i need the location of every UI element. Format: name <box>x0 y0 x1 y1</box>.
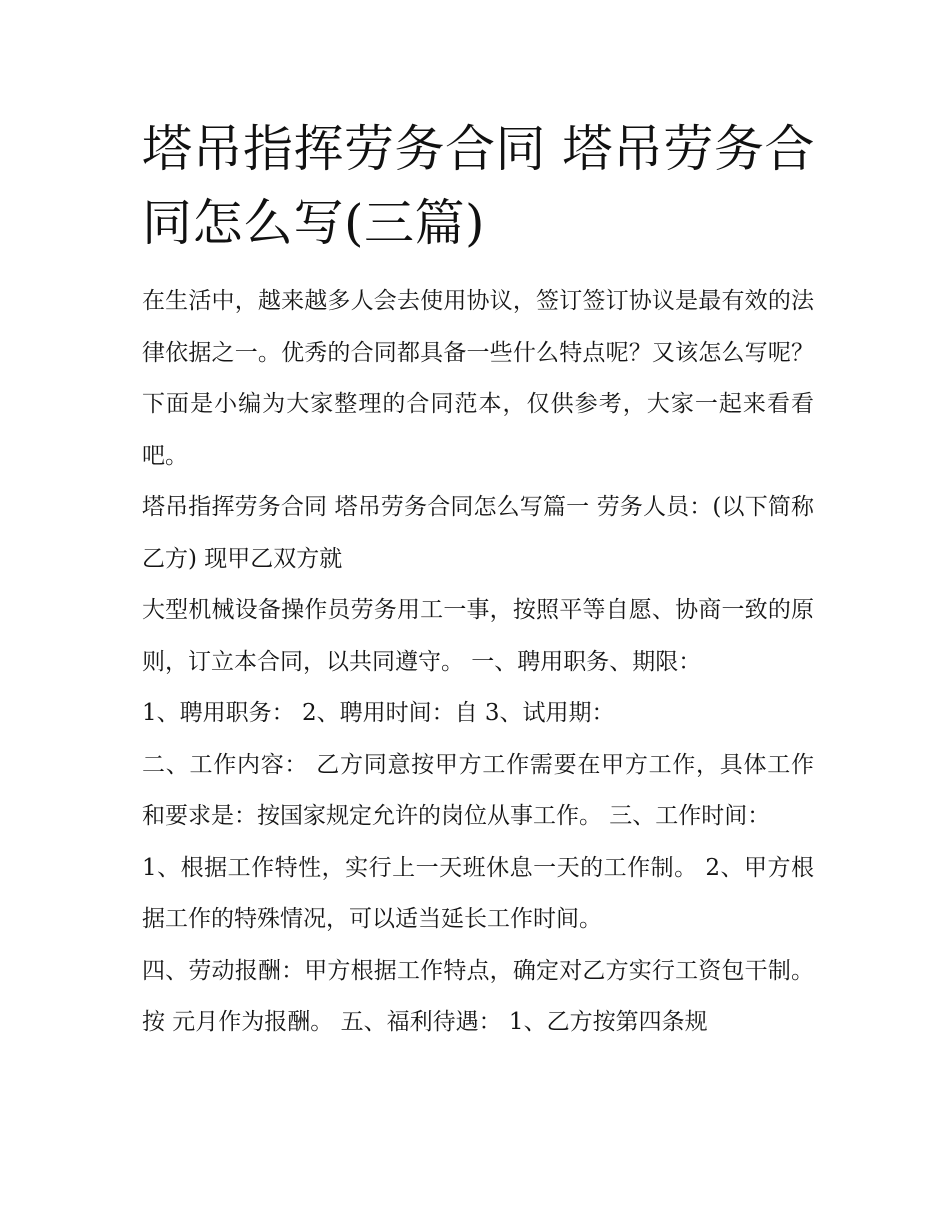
paragraph-contract-principle: 大型机械设备操作员劳务用工一事，按照平等自愿、协商一致的原则，订立本合同，以共同遵守。 一、聘用职务、期限： <box>142 597 814 675</box>
document-title: 塔吊指挥劳务合同 塔吊劳务合同怎么写(三篇) <box>142 120 815 252</box>
document-body <box>142 276 814 1049</box>
paragraph-work-schedule: 1、根据工作特性，实行上一天班休息一天的工作制。 2、甲方根据工作的特殊情况，可以适当延长工作时间。 <box>142 854 814 932</box>
paragraph-remuneration: 四、劳动报酬：甲方根据工作特点，确定对乙方实行工资包干制。按 元月作为报酬。 五、福利待遇： 1、乙方按第四条规 <box>142 957 814 1035</box>
paragraph-work-content: 二、工作内容： 乙方同意按甲方工作需要在甲方工作，具体工作和要求是：按国家规定允许的岗位从事工作。 三、工作时间： <box>142 751 814 829</box>
paragraph-intro: 在生活中，越来越多人会去使用协议，签订签订协议是最有效的法律依据之一。优秀的合同都具备一些什么特点呢？又该怎么写呢？下面是小编为大家整理的合同范本，仅供参考，大家一起来看看吧。 <box>142 288 814 469</box>
paragraph-contract-header: 塔吊指挥劳务合同 塔吊劳务合同怎么写篇一 劳务人员：(以下简称乙方) 现甲乙双方就 <box>142 494 814 572</box>
paragraph-employment-terms: 1、聘用职务： 2、聘用时间：自 3、试用期： <box>142 700 615 726</box>
